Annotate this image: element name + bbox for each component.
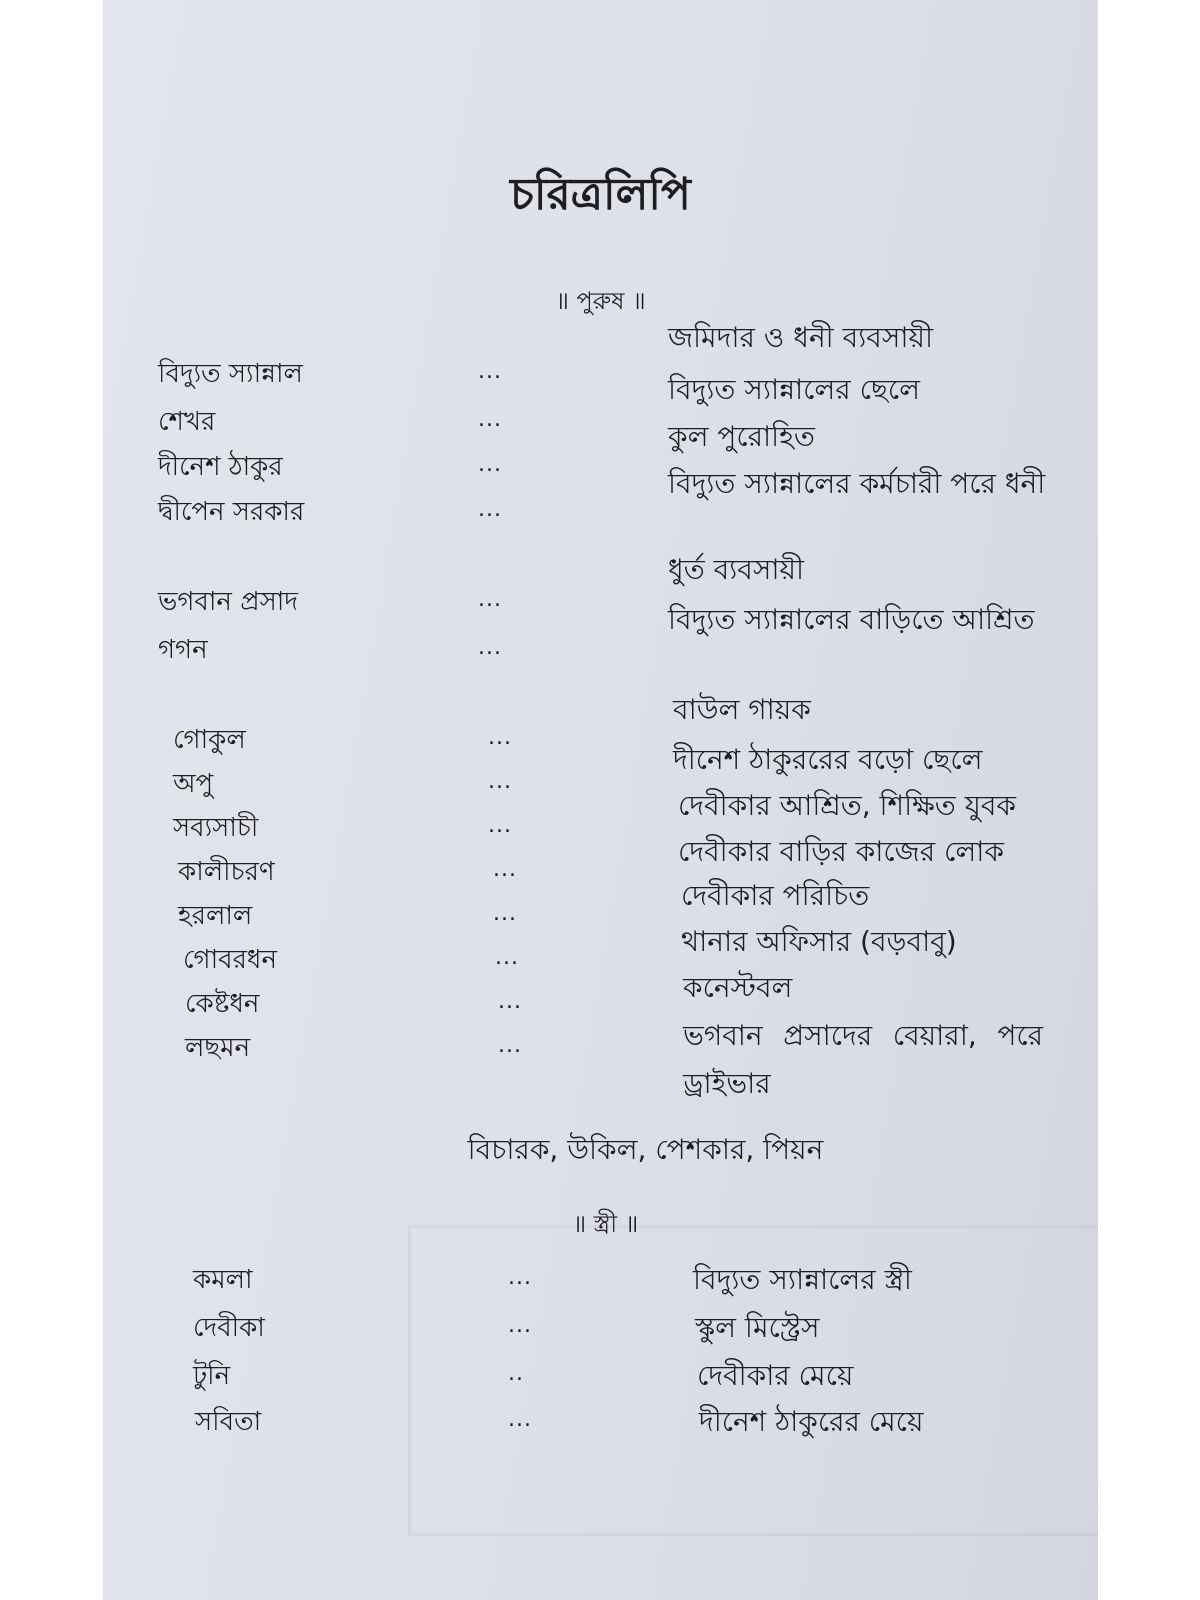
leader-dots: ... <box>478 452 502 477</box>
character-role: বিদ্যুত স্যান্নালের কর্মচারী পরে ধনী <box>668 467 1046 500</box>
character-role: বাউল গায়ক <box>673 693 811 726</box>
leader-dots: ... <box>493 901 517 926</box>
cast-row <box>103 1354 1098 1398</box>
leader-dots: ... <box>478 587 502 612</box>
cast-row <box>103 1258 1098 1302</box>
page-title: চরিত্রলিপি <box>510 169 691 220</box>
leader-dots: ... <box>508 1407 532 1432</box>
character-name: টুনি <box>193 1361 231 1391</box>
character-name: সবিতা <box>195 1407 262 1437</box>
character-name: দ্বীপেন সরকার <box>158 497 305 527</box>
cast-row <box>103 1306 1098 1350</box>
leader-dots: ... <box>478 407 502 432</box>
leader-dots: .. <box>508 1361 524 1386</box>
character-role: থানার অফিসার (বড়বাবু) <box>681 925 957 958</box>
book-page <box>103 0 1098 1600</box>
character-role: স্কুল মিস্ট্রেস <box>695 1311 820 1344</box>
character-name: লছমন <box>185 1033 251 1063</box>
leader-dots: ... <box>488 725 512 750</box>
character-role: দেবীকার বাড়ির কাজের লোক <box>678 835 1004 868</box>
leader-dots: ... <box>508 1313 532 1338</box>
character-name: হরলাল <box>178 901 253 931</box>
leader-dots: ... <box>498 1033 522 1058</box>
character-name: দেবীকা <box>193 1313 265 1343</box>
leader-dots: ... <box>508 1265 532 1290</box>
cast-row <box>103 1400 1098 1444</box>
character-name: কমলা <box>193 1265 253 1295</box>
cast-list <box>103 0 1098 1600</box>
leader-dots: ... <box>488 769 512 794</box>
character-role: দেবীকার পরিচিত <box>681 879 870 912</box>
male-section-heading: ॥ পুরুষ ॥ <box>555 287 646 315</box>
character-name: কালীচরণ <box>178 857 275 887</box>
character-name: গোবরধন <box>183 945 277 975</box>
character-role: দেবীকার আশ্রিত, শিক্ষিত যুবক <box>678 789 1016 822</box>
character-name: সব্যসাচী <box>173 813 259 843</box>
character-role: কুল পুরোহিত <box>668 420 815 453</box>
character-name: অপু <box>173 769 214 799</box>
character-name: শেখর <box>158 407 216 437</box>
leader-dots: ... <box>498 989 522 1014</box>
cast-row <box>103 603 1098 672</box>
female-section-heading: ॥ স্ত্রী ॥ <box>572 1210 639 1238</box>
character-name: গোকুল <box>173 725 246 755</box>
other-characters: বিচারক, উকিল, পেশকার, পিয়ন <box>467 1133 824 1166</box>
leader-dots: ... <box>478 497 502 522</box>
character-role: দীনেশ ঠাকুরের মেয়ে <box>699 1405 924 1438</box>
leader-dots: ... <box>488 813 512 838</box>
character-name: কেষ্টধন <box>185 989 260 1019</box>
character-role: বিদ্যুত স্যান্নালের ছেলে <box>668 373 921 406</box>
character-role: বিদ্যুত স্যান্নালের বাড়িতে আশ্রিত <box>668 603 1035 636</box>
leader-dots: ... <box>493 857 517 882</box>
leader-dots: ... <box>495 945 519 970</box>
character-role: বিদ্যুত স্যান্নালের স্ত্রী <box>693 1263 912 1296</box>
character-role: কনেস্টবল <box>683 971 793 1004</box>
character-role: ধুর্ত ব্যবসায়ী <box>668 553 805 586</box>
character-name: গগন <box>158 635 208 665</box>
character-role: দেবীকার মেয়ে <box>697 1359 854 1392</box>
character-name: দীনেশ ঠাকুর <box>158 452 283 482</box>
character-name: বিদ্যুত স্যান্নাল <box>158 359 303 389</box>
character-role: জমিদার ও ধনী ব্যবসায়ী <box>668 321 933 354</box>
leader-dots: ... <box>478 635 502 660</box>
cast-row <box>103 1019 1098 1100</box>
leader-dots: ... <box>478 359 502 384</box>
character-role: দীনেশ ঠাকুররের বড়ো ছেলে <box>673 743 983 776</box>
character-name: ভগবান প্রসাদ <box>158 587 298 617</box>
character-role: ভগবান প্রসাদের বেয়ারা, পরে ড্রাইভার <box>683 1019 1043 1100</box>
